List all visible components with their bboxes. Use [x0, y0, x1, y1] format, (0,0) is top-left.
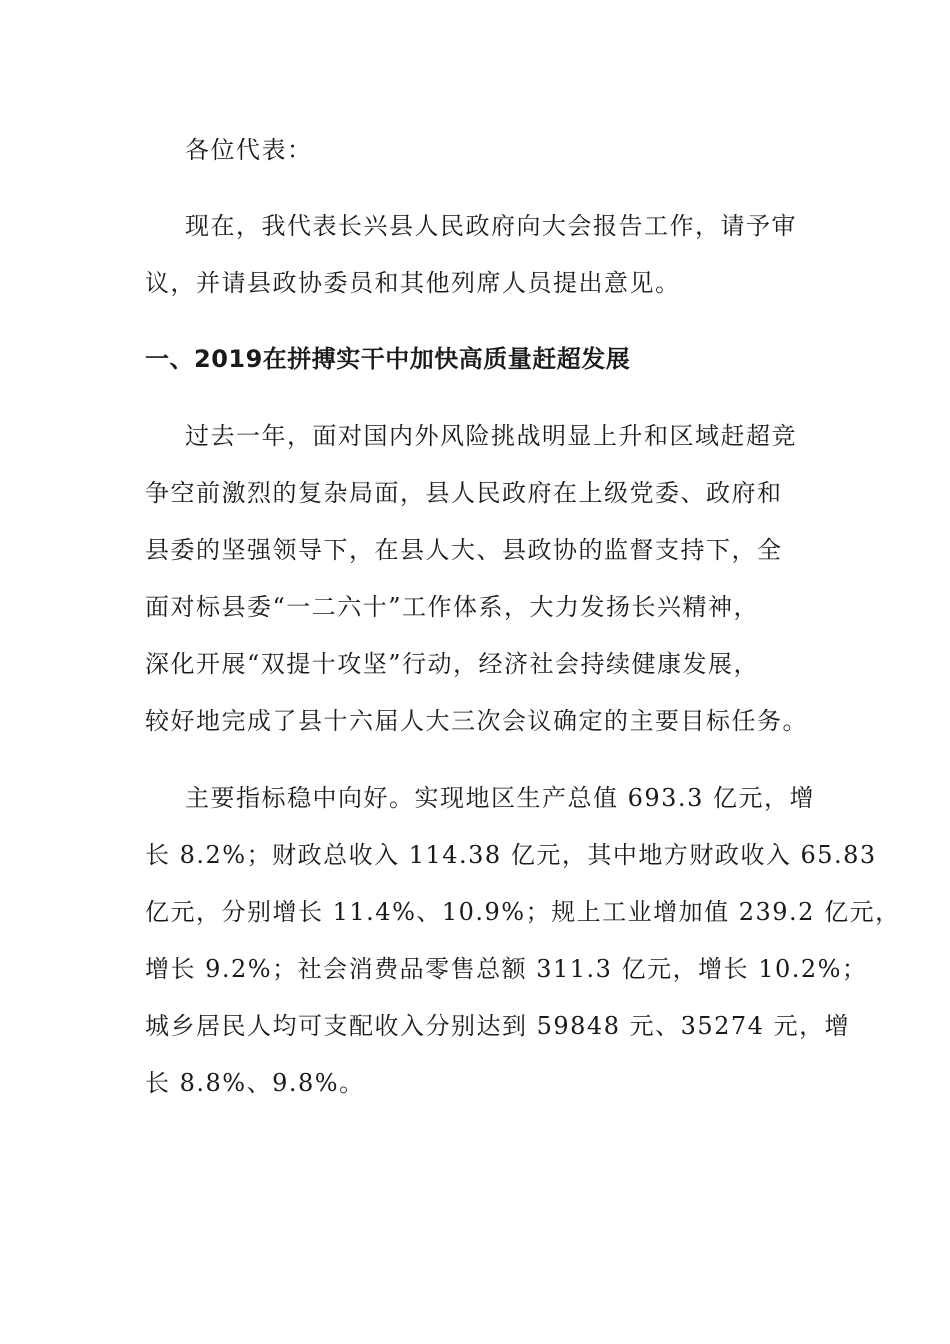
paragraph-line: 较好地完成了县十六届人大三次会议确定的主要目标任务。: [145, 707, 808, 735]
paragraph-line: 增长 9.2%；社会消费品零售总额 311.3 亿元，增长 10.2%；: [145, 955, 868, 983]
paragraph-line: 县委的坚强领导下，在县人大、县政协的监督支持下，全: [145, 536, 783, 564]
paragraph-line: 深化开展“双提十攻坚”行动，经济社会持续健康发展，: [145, 650, 760, 678]
intro-line: 现在，我代表长兴县人民政府向大会报告工作，请予审: [185, 212, 797, 240]
paragraph-line: 亿元，分别增长 11.4%、10.9%；规上工业增加值 239.2 亿元，: [145, 898, 901, 926]
paragraph-line: 争空前激烈的复杂局面，县人民政府在上级党委、政府和: [145, 479, 783, 507]
paragraph-line: 面对标县委“一二六十”工作体系，大力发扬长兴精神，: [145, 593, 760, 621]
paragraph-line: 长 8.2%；财政总收入 114.38 亿元，其中地方财政收入 65.83: [145, 841, 877, 869]
salutation: 各位代表：: [185, 136, 313, 164]
paragraph-line: 城乡居民人均可支配收入分别达到 59848 元、35274 元，增: [145, 1012, 851, 1040]
paragraph-line: 长 8.8%、9.8%。: [145, 1069, 365, 1097]
paragraph-line: 主要指标稳中向好。实现地区生产总值 693.3 亿元，增: [185, 784, 815, 812]
paragraph-line: 过去一年，面对国内外风险挑战明显上升和区域赶超竞: [185, 422, 797, 450]
section-heading: 一、2019在拼搏实干中加快高质量赶超发展: [145, 345, 631, 373]
intro-line: 议，并请县政协委员和其他列席人员提出意见。: [145, 269, 681, 297]
